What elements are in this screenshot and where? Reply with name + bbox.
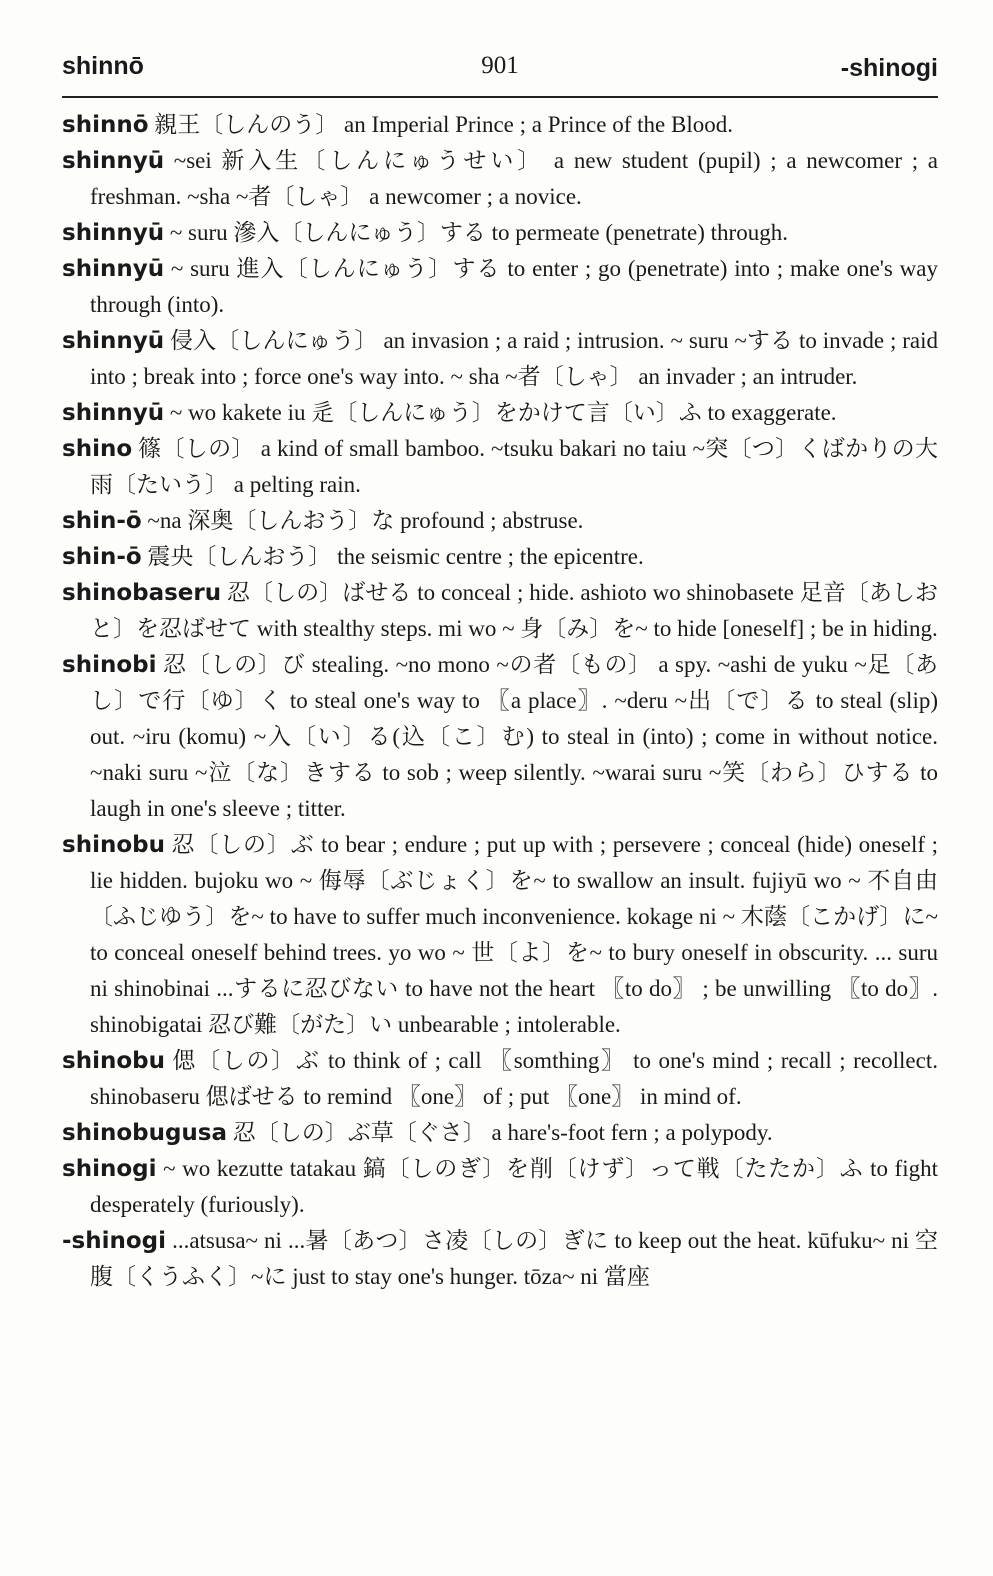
header-rule <box>62 96 938 98</box>
page-header <box>62 48 938 88</box>
dictionary-entry <box>62 395 938 431</box>
headword: shinnyū <box>62 256 165 282</box>
dictionary-entry <box>62 503 938 539</box>
definition: 偲〔しの〕ぶ to think of ; call 〖somthing〗 to one's mind ; recall ; recollect. shinobaseru 偲ばせる to remind 〖one〗 of ; put 〖one〗 in mind of. <box>90 1048 938 1109</box>
dictionary-entry <box>62 1115 938 1151</box>
definition: ~ wo kezutte tatakau 鎬〔しのぎ〕を削〔けず〕って戦〔たたか〕ふ to fight desperately (furiously). <box>90 1156 938 1217</box>
dictionary-entry <box>62 143 938 215</box>
page-number: 901 <box>481 52 519 79</box>
dictionary-entry <box>62 575 938 647</box>
headword: shinnō <box>62 112 149 138</box>
definition: 忍〔しの〕ばせる to conceal ; hide. ashioto wo shinobasete 足音〔あしおと〕を忍ばせて with stealthy steps. mi wo ~ 身〔み〕を~ to hide [oneself] ; be in hiding. <box>90 580 938 641</box>
definition: 忍〔しの〕び stealing. ~no mono ~の者〔もの〕 a spy. ~ashi de yuku ~足〔あし〕で行〔ゆ〕く to steal one's way to 〖a place〗. ~deru ~出〔で〕る to steal (slip) out. ~iru (komu) ~入〔い〕る(込〔こ〕む) to steal in (into) ; come in without notice. ~naki suru ~泣〔な〕きする to sob ; weep silently. ~warai suru ~笑〔わら〕ひする to laugh in one's sleeve ; titter. <box>90 652 938 821</box>
headword: shinnyū <box>62 400 165 426</box>
headword: shinobi <box>62 652 157 678</box>
definition: ~na 深奥〔しんおう〕な profound ; abstruse. <box>141 508 584 533</box>
definition: ~sei 新入生〔しんにゅうせい〕 a new student (pupil) ; a newcomer ; a freshman. ~sha ~者〔しゃ〕 a newcomer ; a novice. <box>90 148 938 209</box>
definition: 篠〔しの〕 a kind of small bamboo. ~tsuku bakari no taiu ~突〔つ〕くばかりの大雨〔たいう〕 a pelting rain. <box>90 436 938 497</box>
definition: ~ wo kakete iu 辵〔しんにゅう〕をかけて言〔い〕ふ to exaggerate. <box>164 400 837 425</box>
dictionary-entry <box>62 1043 938 1115</box>
headword: shinogi <box>62 1156 157 1182</box>
headword: shino <box>62 436 133 462</box>
dictionary-entry <box>62 1223 938 1295</box>
dictionary-entry <box>62 827 938 1043</box>
definition: 忍〔しの〕ぶ to bear ; endure ; put up with ; persevere ; conceal (hide) oneself ; lie hidden. bujoku wo ~ 侮辱〔ぶじょく〕を~ to swallow an insult. fujiyū wo ~ 不自由〔ふじゆう〕を~ to have to suffer much inconvenience. kokage ni ~ 木蔭〔こかげ〕に~ to conceal oneself behind trees. yo wo ~ 世〔よ〕を~ to bury oneself in obscurity. ... suru ni shinobinai ...するに忍びない to have not the heart 〖to do〗 ; be unwilling 〖to do〗. shinobigatai 忍び難〔がた〕い unbearable ; intolerable. <box>90 832 939 1037</box>
headword: shinobu <box>62 1048 165 1074</box>
dictionary-entry <box>62 215 938 251</box>
headword: shinobugusa <box>62 1120 228 1146</box>
definition: 忍〔しの〕ぶ草〔ぐさ〕 a hare's-foot fern ; a polypody. <box>227 1120 773 1145</box>
definition: ~ suru 滲入〔しんにゅう〕する to permeate (penetrate) through. <box>164 220 788 245</box>
dictionary-entry <box>62 323 938 395</box>
dictionary-entry <box>62 107 938 143</box>
dictionary-entry <box>62 647 938 827</box>
definition: 親王〔しんのう〕 an Imperial Prince ; a Prince of the Blood. <box>148 112 733 137</box>
headword: -shinogi <box>62 1228 167 1254</box>
headword: shinnyū <box>62 220 165 246</box>
headword: shin-ō <box>62 508 142 534</box>
headword: shinobu <box>62 832 165 858</box>
definition: 震央〔しんおう〕 the seismic centre ; the epicentre. <box>141 544 644 569</box>
headword: shin-ō <box>62 544 142 570</box>
right-guide-word: -shinogi <box>840 54 938 82</box>
dictionary-entry <box>62 251 938 323</box>
headword: shinobaseru <box>62 580 222 606</box>
dictionary-entry <box>62 431 938 503</box>
left-guide-word: shinnō <box>62 52 144 80</box>
dictionary-entry <box>62 1151 938 1223</box>
headword: shinnyū <box>62 328 165 354</box>
definition: ~ suru 進入〔しんにゅう〕する to enter ; go (penetrate) into ; make one's way through (into). <box>90 256 938 317</box>
dictionary-entry <box>62 539 938 575</box>
entry-list <box>62 107 938 1295</box>
headword: shinnyū <box>62 148 165 174</box>
definition: 侵入〔しんにゅう〕 an invasion ; a raid ; intrusion. ~ suru ~する to invade ; raid into ; break into ; force one's way into. ~ sha ~者〔しゃ〕 an invader ; an intruder. <box>90 328 938 389</box>
definition: ...atsusa~ ni ...暑〔あつ〕さ凌〔しの〕ぎに to keep out the heat. kūfuku~ ni 空腹〔くうふく〕~に just to stay one's hunger. tōza~ ni 當座 <box>90 1228 938 1289</box>
